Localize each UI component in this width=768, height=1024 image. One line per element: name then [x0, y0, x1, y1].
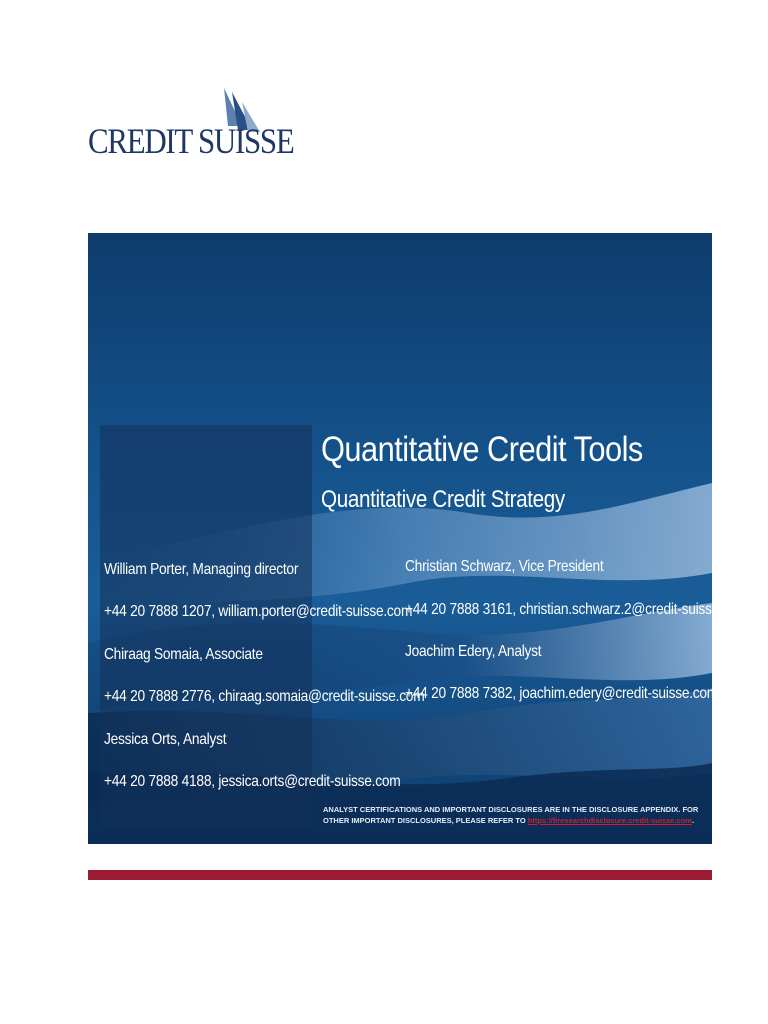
contact-name-line: Jessica Orts, Analyst [104, 731, 227, 748]
contact-detail-line: +44 20 7888 4188, jessica.orts@credit-suisse.com [104, 773, 401, 790]
contact-panel [100, 425, 312, 829]
contact-detail-line: +44 20 7888 1207, william.porter@credit-suisse.com [104, 603, 413, 620]
cover-banner [88, 233, 748, 844]
contact-detail-line: +44 20 7888 7382, joachim.edery@credit-suisse.com [405, 685, 719, 702]
report-subtitle: Quantitative Credit Strategy [321, 486, 565, 513]
red-divider [88, 870, 712, 880]
disclosure-text: ANALYST CERTIFICATIONS AND IMPORTANT DISCLOSURES ARE IN THE DISCLOSURE APPENDIX. FOR OTHER IMPORTANT DISCLOSURES, PLEASE REFER TO [323, 805, 699, 825]
disclosure-period: . [691, 816, 695, 825]
contact-detail-line: +44 20 7888 2776, chiraag.somaia@credit-suisse.com [104, 688, 425, 705]
contact-name-line: Chiraag Somaia, Associate [104, 646, 263, 663]
contact-name-line: Christian Schwarz, Vice President [405, 558, 604, 575]
credit-suisse-logo [88, 86, 294, 166]
contact-detail-line: +44 20 7888 3161, christian.schwarz.2@credit-suisse.com [405, 601, 748, 618]
disclosure-notice [323, 804, 703, 826]
report-title: Quantitative Credit Tools [321, 430, 643, 469]
contact-name-line: Joachim Edery, Analyst [405, 643, 542, 660]
contact-name-line: William Porter, Managing director [104, 561, 299, 578]
logo-wordmark: CREDIT SUISSE [88, 121, 294, 161]
disclosure-link[interactable]: https://firesearchdisclosure.credit-suisse.com [527, 816, 692, 825]
